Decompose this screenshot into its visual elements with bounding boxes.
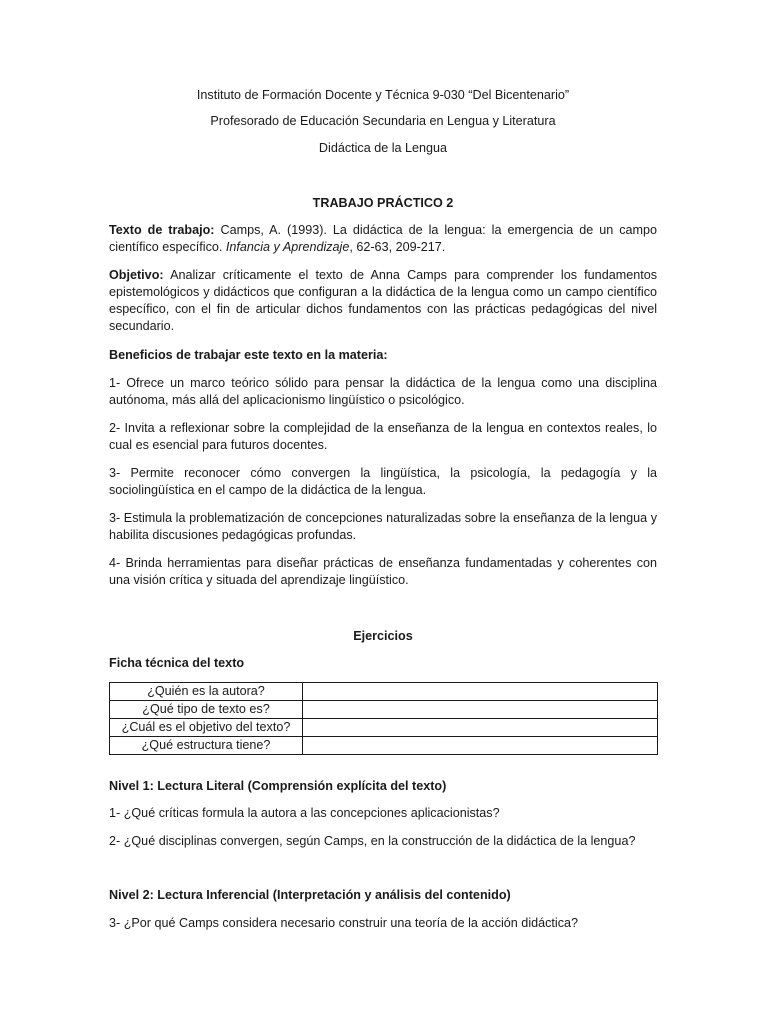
ficha-table-wrapper bbox=[109, 682, 657, 755]
subject-name: Didáctica de la Lengua bbox=[318, 141, 448, 155]
objetivo-text: Analizar críticamente el texto de Anna Camps para comprender los fundamentos epistemológicos y didácticos que configuran a la didáctica de la lengua como un campo científico específico, con el fin de articular dichos fundamentos con las prácticas pedagógicas del nivel secundario. bbox=[109, 268, 657, 333]
nivel2-heading: Nivel 2: Lectura Inferencial (Interpretación y análisis del contenido) bbox=[109, 888, 511, 902]
texto-trabajo-pages: , 62-63, 209-217. bbox=[349, 240, 446, 254]
table-row bbox=[110, 701, 658, 719]
texto-trabajo-label: Texto de trabajo: bbox=[109, 223, 215, 237]
ficha-heading: Ficha técnica del texto bbox=[109, 656, 245, 670]
ficha-question: ¿Qué tipo de texto es? bbox=[110, 701, 303, 719]
beneficios-heading: Beneficios de trabajar este texto en la materia: bbox=[109, 348, 388, 362]
ficha-question: ¿Quién es la autora? bbox=[110, 683, 303, 701]
beneficio-item: 3- Permite reconocer cómo convergen la lingüística, la psicología, la pedagogía y la sociolingüística en el campo de la didáctica de la lengua. bbox=[109, 466, 657, 497]
texto-trabajo-journal: Infancia y Aprendizaje bbox=[225, 240, 350, 254]
nivel1-question: 2- ¿Qué disciplinas convergen, según Camps, en la construcción de la didáctica de la lengua? bbox=[109, 834, 636, 848]
ejercicios-heading: Ejercicios bbox=[353, 629, 413, 643]
ficha-question: ¿Cuál es el objetivo del texto? bbox=[110, 719, 303, 737]
texto-trabajo-reference: Camps, A. (1993). La didáctica de la lengua: la emergencia de un campo científico específico. bbox=[109, 223, 657, 254]
nivel1-heading: Nivel 1: Lectura Literal (Comprensión explícita del texto) bbox=[109, 779, 447, 793]
table-row bbox=[110, 719, 658, 737]
ficha-table bbox=[109, 682, 658, 755]
ficha-answer-cell[interactable] bbox=[303, 719, 658, 737]
objetivo-paragraph bbox=[109, 267, 657, 335]
program-name: Profesorado de Educación Secundaria en Lengua y Literatura bbox=[210, 114, 556, 128]
texto-trabajo-paragraph bbox=[109, 222, 657, 256]
ficha-answer-cell[interactable] bbox=[303, 683, 658, 701]
nivel1-question: 1- ¿Qué críticas formula la autora a las concepciones aplicacionistas? bbox=[109, 806, 500, 820]
table-row bbox=[110, 737, 658, 755]
nivel2-question: 3- ¿Por qué Camps considera necesario construir una teoría de la acción didáctica? bbox=[109, 916, 579, 930]
beneficio-item: 3- Estimula la problematización de concepciones naturalizadas sobre la enseñanza de la lengua y habilita discusiones pedagógicas profundas. bbox=[109, 511, 657, 542]
objetivo-label: Objetivo: bbox=[109, 268, 164, 282]
beneficio-item: 4- Brinda herramientas para diseñar prácticas de enseñanza fundamentadas y coherentes con una visión crítica y situada del aprendizaje lingüístico. bbox=[109, 556, 657, 587]
beneficio-item: 1- Ofrece un marco teórico sólido para pensar la didáctica de la lengua como una disciplina autónoma, más allá del aplicacionismo lingüístico o psicológico. bbox=[109, 376, 657, 407]
ficha-answer-cell[interactable] bbox=[303, 737, 658, 755]
document-title: TRABAJO PRÁCTICO 2 bbox=[312, 196, 454, 210]
ficha-answer-cell[interactable] bbox=[303, 701, 658, 719]
table-row bbox=[110, 683, 658, 701]
ficha-question: ¿Qué estructura tiene? bbox=[110, 737, 303, 755]
institute-name: Instituto de Formación Docente y Técnica 9-030 “Del Bicentenario” bbox=[196, 88, 570, 102]
beneficio-item: 2- Invita a reflexionar sobre la complejidad de la enseñanza de la lengua en contextos reales, lo cual es esencial para futuros docentes. bbox=[109, 421, 657, 452]
